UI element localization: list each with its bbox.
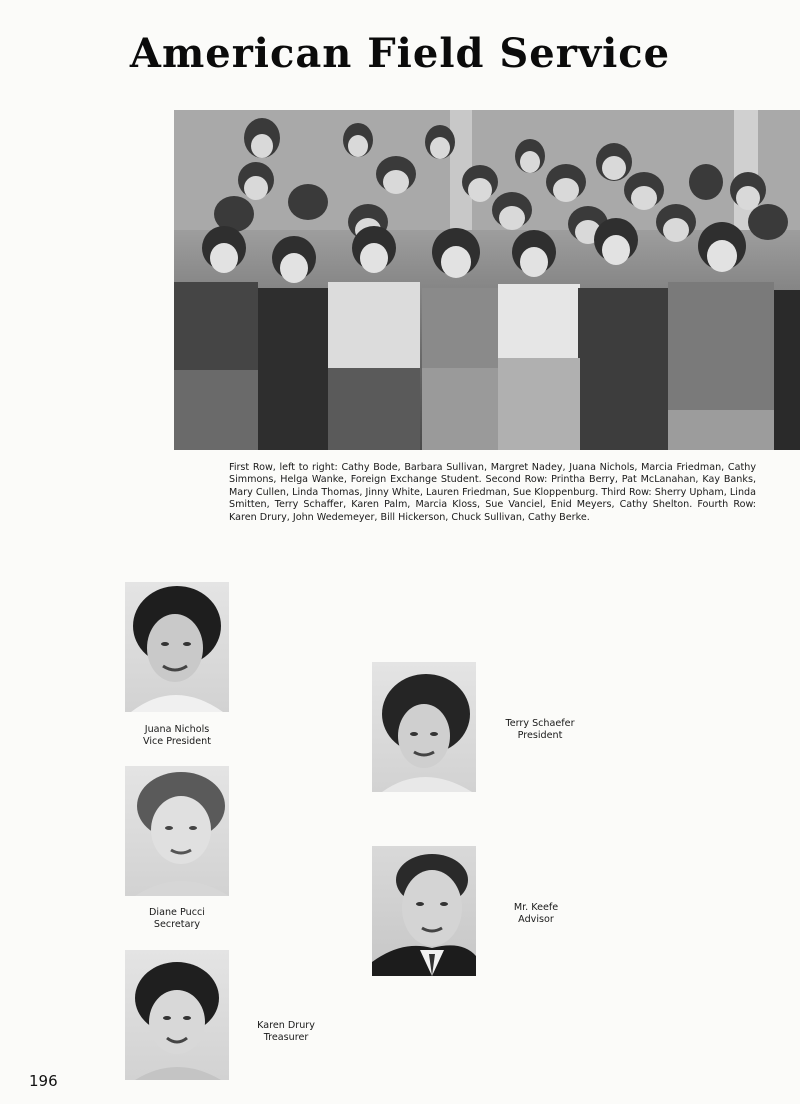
officer-role: President [517,730,563,742]
officer-name: Karen Drury [257,1020,315,1031]
page-title: American Field Service [129,30,671,77]
group-photo-image [174,110,800,450]
group-photo-caption: First Row, left to right: Cathy Bode, Barbara Sullivan, Margret Nadey, Juana Nichols, Marcia Friedman, Cathy Simmons, Helga Wanke, Foreign Exchange Student. Second Row: Printha Berry, Pat McLanahan, Kay Banks, Mary Cullen, Linda Thomas, Jinny White, Lauren Friedman, Sue Kloppenburg. Third Row: Sherry Upham, Linda Smitten, Terry Schaffer, Karen Palm, Marcia Kloss, Sue Vanciel, Enid Meyers, Cathy Shelton. Fourth Row: Karen Drury, John Wedemeyer, Bill Hickerson, Chuck Sullivan, Cathy Berke. [229,462,756,523]
portrait-photo [372,662,476,792]
officer-name: Diane Pucci [149,907,205,918]
officer-portrait-treasurer [125,950,229,1080]
officer-caption-treasurer [234,1020,338,1045]
officer-role: Treasurer [263,1032,309,1044]
officer-portrait-vice-president [125,582,229,712]
portrait-photo [372,846,476,976]
officer-role: Vice President [143,736,211,748]
officer-portrait-president [372,662,476,792]
portrait-photo [125,950,229,1080]
page-number: 196 [29,1072,58,1090]
officer-caption-secretary [125,907,229,932]
officer-name: Juana Nichols [144,724,210,735]
portrait-photo [125,582,229,712]
officer-caption-vice-president [125,724,229,749]
officer-role: Advisor [518,914,554,926]
officer-name: Terry Schaefer [505,718,575,729]
officer-portrait-secretary [125,766,229,896]
officer-name: Mr. Keefe [513,902,559,913]
group-photo [174,110,800,450]
portrait-photo [125,766,229,896]
officer-caption-president [488,718,592,743]
officer-portrait-advisor [372,846,476,976]
officer-caption-advisor [484,902,588,927]
officer-role: Secretary [153,919,201,931]
